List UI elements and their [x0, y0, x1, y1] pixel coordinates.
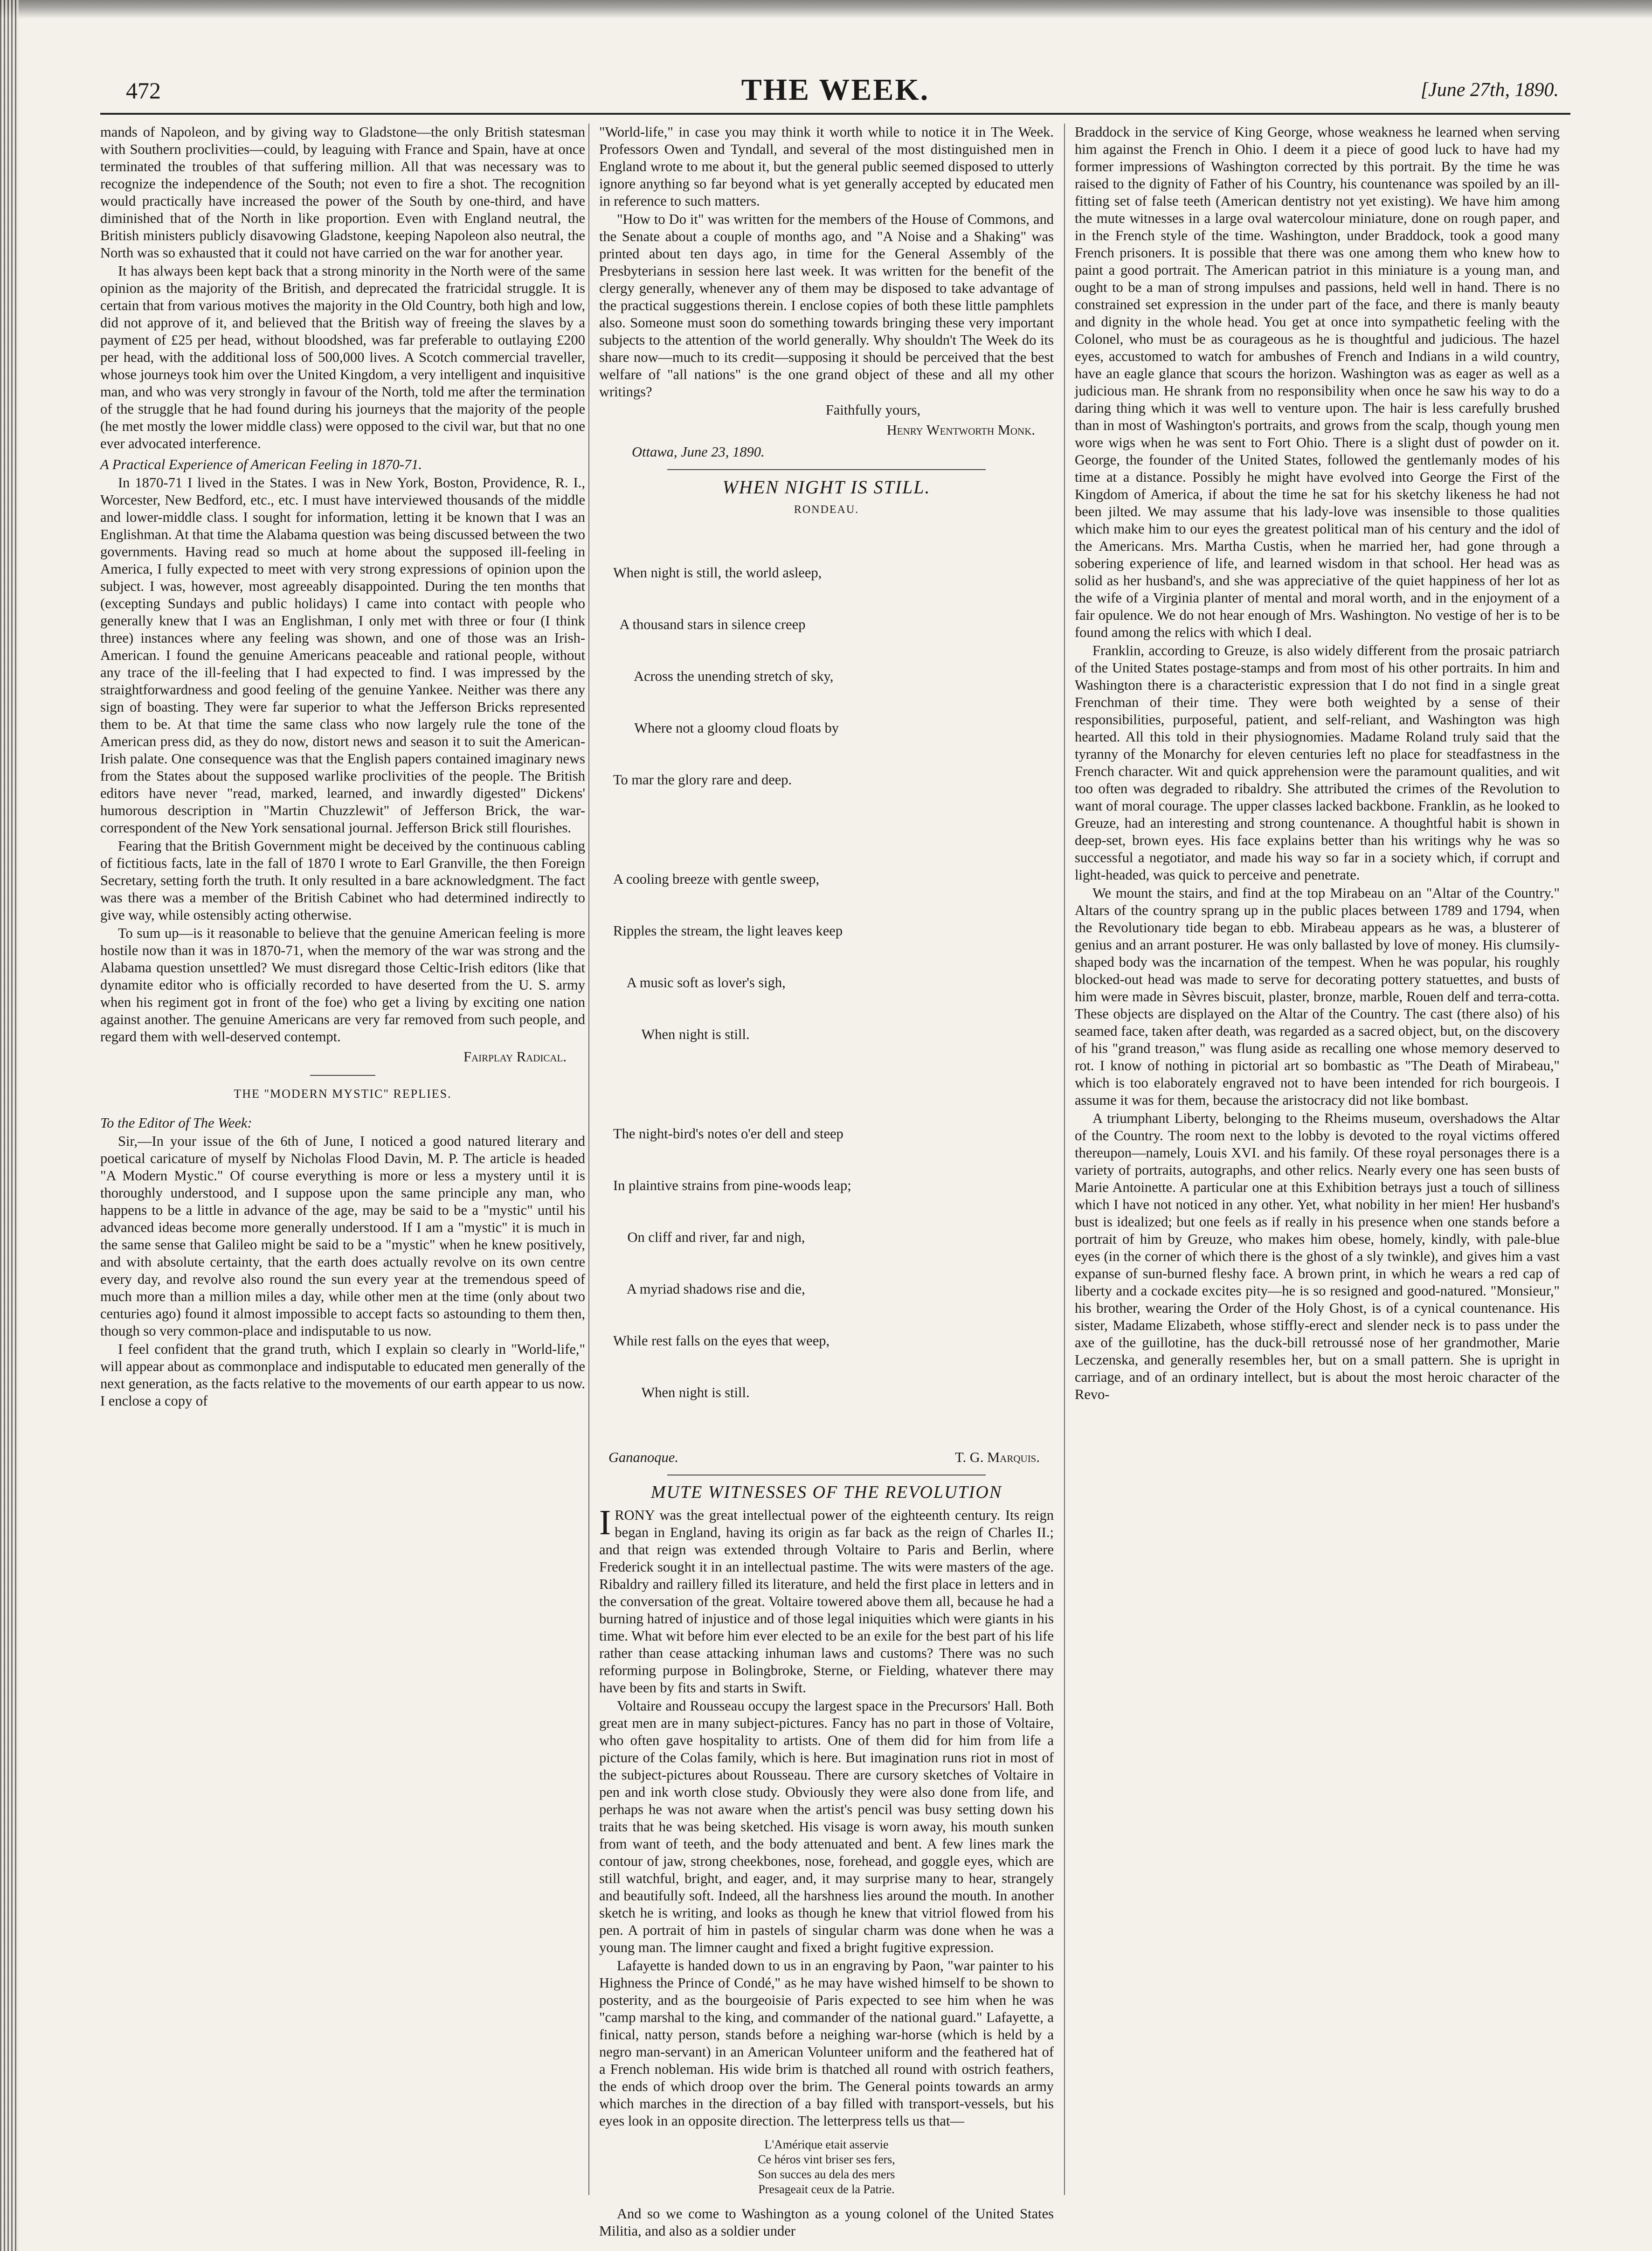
- paragraph: To sum up—is it reasonable to believe that the genuine American feeling is more hostile now than it was in 1870-71, when the memory of the war was strong and the Alabama question unsettled? We must disregard those Celtic-Irish editors (like that dynamite editor who is officially recorded to have deserted from the U. S. army when his regiment got in front of the foe) who get a living by exciting one nation against another. The genuine Americans are very far removed from such people, and regard them with well-deserved contempt.: [100, 925, 585, 1045]
- poem-line: Ripples the stream, the light leaves keep: [613, 923, 843, 939]
- paragraph: Sir,—In your issue of the 6th of June, I noticed a good natured literary and poetical caricature of myself by Nicholas Flood Davin, M. P. The article is headed "A Modern Mystic." Of course everything is more or less a mystery until it is thoroughly understood, and I suppose upon the same principle any man, who happens to be a little in advance of the age, may be said to be a "mystic" until his advanced ideas become more generally understood. If I am a "mystic" it is much in the same sense that Galileo might be said to be a "mystic" when he knew positively, and with absolute certainty, that the earth does actually revolve on its own centre every day, and revolve also round the sun every year at the tremendous speed of much more than a million miles a day, while other men at the time (only about two centuries ago) found it almost impossible to accept facts so astounding to them then, though so very common-place and indisputable to us now.: [100, 1133, 585, 1339]
- column-rule: [588, 124, 589, 2195]
- poem-line: To mar the glory rare and deep.: [613, 772, 792, 788]
- masthead: THE WEEK.: [741, 73, 930, 107]
- signature: Henry Wentworth Monk.: [886, 422, 1035, 438]
- paragraph: Voltaire and Rousseau occupy the largest space in the Precursors' Hall. Both great men are in many subject-pictures. Fancy has no part in those of Voltaire, who often gave hospitality to artists. One of them did for him from life a picture of the Colas family, which is here. But imagination runs riot in most of the subject-pictures about Rousseau. There are cursory sketches of Voltaire in pen and ink worth close study. Obviously they were also done from life, and perhaps he was not aware when the artist's pencil was busy setting down his traits that he was being sketched. His visage is worn away, his mouth sunken from want of teeth, and the body attenuated and bent. A few lines mark the contour of jaw, strong cheekbones, nose, forehead, and goggle eyes, which are still watchful, bright, and eager, and, it may surprise many to hear, strangely and beautifully soft. Indeed, all the harshness lies around the mouth. In another sketch he is writing, and looks as though he knew that vitriol flowed from his pen. A portrait of him in pastels of singular charm was done when he was a young man. The limner caught and fixed a bright fugitive expression.: [599, 1698, 1054, 1955]
- poem-line: A cooling breeze with gentle sweep,: [613, 871, 820, 887]
- stanza: [613, 530, 1054, 823]
- poem-line: Where not a gloomy cloud floats by: [613, 720, 839, 736]
- poem-line: Across the unending stretch of sky,: [613, 668, 834, 684]
- paragraph: Braddock in the service of King George, whose weakness he learned when serving him against the French in Ohio. I deem it a piece of good luck to have had my former impressions of Washington corrected by this portrait. By the time he was raised to the dignity of Father of his Country, his countenance was spoiled by an ill-fitting set of false teeth (American dentistry not yet existing). We have him among the mute witnesses in a large oval watercolour miniature, done on rough paper, and in the French style of the time. Washington, under Braddock, took a good many French prisoners. It is possible that there was one among them who knew how to paint a good portrait. The American patriot in this miniature is a young man, and ought to be a man of strong impulses and passions, held well in hand. There is no constrained set expression in the under part of the face, and there is manly beauty and dignity in the whole head. You get at once into sympathetic feeling with the Colonel, who must be as courageous as he is thoughtful and judicious. The hazel eyes, accustomed to watch for ambushes of French and Indians in a wild country, have an eagle glance that scours the horizon. Washington was as eager as well as a judicious man. He shrank from no responsibility when once he saw his way to do a daring thing which it was well to venture upon. The hair is less carefully brushed than in most of Washington's portraits, and grows from the scalp, though young men wore wigs when he was sent to Fort Ohio. There is a slight dust of powder on it. George, the founder of the United States, followed the gentlemanly modes of his time at a distance. Possibly he might have evolved into George the First of the Kingdom of America, if about the time he sat for his sketchy likeness he had not been jilted. We may assume that his lady-love was insensible to those qualities which make him to our eyes the greatest political man of his century and the idol of the Americans. Mrs. Martha Custis, when he married her, had gone through a sobering experience of life, and learned wisdom in that school. Her head was as solid as her husband's, and she was appreciative of the quiet happiness of her lot as the wife of a Virginia planter of mental and moral worth, and in the enjoyment of a fair opulence. We do not hear enough of Mrs. Washington. No vestige of her is to be found among the relics with which I deal.: [1075, 124, 1560, 640]
- column-rule: [1064, 124, 1065, 2195]
- divider: [667, 469, 986, 470]
- paragraph: "World-life," in case you may think it worth while to notice it in The Week. Professors Owen and Tyndall, and several of the most distinguished men in England wrote to me about it, but the general public seemed disposed to utterly ignore anything so far beyond what is yet generally accepted by educated men in reference to such matters.: [599, 124, 1054, 209]
- quote-line: Presageait ceux de la Patrie.: [758, 2182, 895, 2196]
- salutation: To the Editor of The Week:: [100, 1115, 252, 1131]
- poem-subtitle: RONDEAU.: [794, 504, 859, 516]
- paragraph-text: RONY was the great intellectual power of the eighteenth century. Its reign began in England, having its origin as far back as the reign of Charles II.; and that reign was extended through Voltaire to Paris and Berlin, where Frederick sought it in an intellectual pastime. The wits were masters of the age. Ribaldry and raillery filled its literature, and held the first place in letters and in the conversation of the great. Voltaire towered above them all, because he had a burning hatred of injustice and of those legal iniquities which were giants in his time. What wit before him ever elected to be an exile for the best part of his life rather than cease attacking inhuman laws and customs? There was no such reforming purpose in Bolingbroke, Sterne, or Fielding, whatever there may have been by fits and starts in Swift.: [599, 1507, 1054, 1696]
- divider: [310, 1075, 375, 1076]
- quote-line: Ce héros vint briser ses fers,: [758, 2153, 895, 2166]
- paragraph: I feel confident that the grand truth, which I explain so clearly in "World-life," will appear about as commonplace and indisputable to educated men generally of the next generation, as the facts relative to the movements of our earth appear to us now. I enclose a copy of: [100, 1341, 585, 1409]
- paragraph: We mount the stairs, and find at the top Mirabeau on an "Altar of the Country." Altars of the country sprang up in the public places between 1789 and 1794, when the Revolutionary tide began to ebb. Mirabeau appears as he was, a blusterer of genius and an arrant posturer. He was only ballasted by love of money. His clumsily-shaped body was the incarnation of the tempest. When he was popular, his roughly blocked-out head was made to serve for decorating pottery statuettes, and busts of him were made in Sèvres biscuit, plaster, bronze, marble, Rouen delf and terra-cotta. These objects are displayed on the Altar of the Country. The cast (there also) of his seamed face, taken after death, was regarded as a sacred object, but, on the discovery of his "grand treason," was flung aside as recalling one whose memory deserved to rot. I know of nothing in pictorial art so bombastic as "The Death of Mirabeau," which is too elaborately engraved not to have been intended for rich bourgeois. I assume it was for them, because the aristocracy did not like bombast.: [1075, 885, 1560, 1108]
- quote-line: L'Amérique etait asservie: [764, 2138, 889, 2151]
- column-3: [1075, 124, 1560, 2195]
- paragraph: Lafayette is handed down to us in an engraving by Paon, "war painter to his Highness the Prince of Condé," as he may have wished himself to be shown to posterity, and as the bourgeoisie of Paris expected to see him when he was "camp marshal to the king, and commander of the national guard." Lafayette, a finical, natty person, stands before a neighing war-horse (which is held by a negro man-servant) in an American Volunteer uniform and the feathered hat of a French nobleman. His wide brim is thatched all round with ostrich feathers, the ends of which droop over the brim. The General points towards an army which marches in the direction of a bay filled with transport-vessels, but his eyes look in an opposite direction. The letterpress tells us that—: [599, 1958, 1054, 2129]
- paragraph: And so we come to Washington as a young colonel of the United States Militia, and also as a soldier under: [599, 2206, 1054, 2239]
- poem-line: When night is still, the world asleep,: [613, 565, 822, 581]
- stanza: [613, 1091, 1054, 1436]
- poem-line: While rest falls on the eyes that weep,: [613, 1333, 830, 1349]
- paragraph: [599, 1503, 1054, 1697]
- poem: [613, 530, 1054, 1436]
- header-rule: [100, 113, 1570, 115]
- poem-place: Gananoque.: [608, 1449, 678, 1465]
- column-2: [599, 124, 1054, 2239]
- paragraph: "How to Do it" was written for the members of the House of Commons, and the Senate about a couple of months ago, and "A Noise and a Shaking" was printed about ten days ago, in time for the General Assembly of the Presbyterians in session here last week. It was written for the benefit of the clergy generally, whenever any of them may be disposed to take advantage of the practical suggestions therein. I enclose copies of both these little pamphlets also. Someone must soon do something towards bringing these very important subjects to the attention of the world generally. Why shouldn't The Week do its share now—much to its credit—supposing it should be perceived that the best welfare of "all nations" is the one grand object of these and all my other writings?: [599, 211, 1054, 400]
- poem-line: A myriad shadows rise and die,: [613, 1281, 805, 1297]
- place-date: Ottawa, June 23, 1890.: [632, 444, 765, 460]
- binding-edge: [0, 0, 19, 2251]
- page-number: 472: [126, 77, 161, 104]
- paragraph: Fearing that the British Government might be deceived by the continuous cabling of fictitious facts, late in the fall of 1870 I wrote to Earl Granville, the then Foreign Secretary, setting forth the truth. It only resulted in a bare acknowledgment. The fact was there was a member of the British Cabinet who had determined indirectly to give way, while ostensibly acting otherwise.: [100, 838, 585, 923]
- drop-cap: I: [599, 1503, 611, 1542]
- poem-line: In plaintive strains from pine-woods leap;: [613, 1177, 851, 1193]
- section-title: THE "MODERN MYSTIC" REPLIES.: [234, 1087, 452, 1101]
- paragraph: mands of Napoleon, and by giving way to Gladstone—the only British statesman with Southern proclivities—could, by leaguing with France and Spain, have at once terminated the troubles of that suffering million. All that was necessary was to recognize the independence of the South; not even to fire a shot. The recognition would practically have increased the power of the South by one-third, and have diminished that of the North in like proportion. Even with England neutral, the British ministers publicly disavowing Gladstone, keeping Napoleon also neutral, the North was so exhausted that it could not have carried on the war for another year.: [100, 124, 585, 261]
- issue-date: [June 27th, 1890.: [1420, 79, 1559, 101]
- poem-line: The night-bird's notes o'er dell and steep: [613, 1126, 843, 1142]
- paragraph: Franklin, according to Greuze, is also widely different from the prosaic patriarch of the United States postage-stamps and from most of his other portraits. In him and Washington there is a characteristic expression that I do not find in a single great Frenchman of their time. They were both weighted by a sense of their responsibilities, purposeful, patient, and self-reliant, and Washington was high hearted. All this told in their physiognomies. Madame Roland truly said that the tyranny of the Monarchy for eleven centuries left no place for steadfastness in the French character. Wit and quick apprehension were the paramount qualities, and wit too often was degraded to ribaldry. She attributed the crimes of the Revolution to want of moral courage. The upper classes lacked backbone. Franklin, as he looked to Greuze, had an interesting and strong countenance. A thoughtful habit is shown in deep-set, brown eyes. His face explains better than his writings why he was so successful a negotiator, and made his way so far in a society which, if corrupt and light-headed, was quick to perceive and penetrate.: [1075, 643, 1560, 883]
- stanza: [613, 836, 1054, 1078]
- poem-line: A music soft as lover's sigh,: [613, 975, 786, 990]
- subheading: A Practical Experience of American Feeling in 1870-71.: [100, 457, 422, 472]
- poem-line: When night is still.: [613, 1026, 750, 1042]
- poem-attribution: [608, 1449, 1040, 1466]
- poem-line: When night is still.: [613, 1385, 750, 1400]
- closing: Faithfully yours,: [825, 402, 921, 418]
- paragraph: It has always been kept back that a strong minority in the North were of the same opinion as the majority of the British, and deprecated the fratricidal struggle. It is certain that from various motives the majority in the Old Country, both high and low, did not approve of it, and believed that the British way of freeing the slaves by a payment of £25 per head, without bloodshed, was far preferable to outlaying £200 per head, with the additional loss of 500,000 lives. A Scotch commercial traveller, whose journeys took him over the United Kingdom, a very intelligent and inquisitive man, and who was very strongly in favour of the North, told me after the termination of the struggle that he had found during his journeys that the majority of the people (he met mostly the lower middle class) were opposed to the civil war, but that no one ever advocated interference.: [100, 263, 585, 451]
- paragraph: A triumphant Liberty, belonging to the Rheims museum, overshadows the Altar of the Country. The room next to the lobby is devoted to the royal victims offered thereupon—namely, Louis XVI. and his family. Of these royal personages there is a variety of portraits, autographs, and other relics. Nearly every one has seen busts of Marie Antoinette. A particular one at this Exhibition betrays just a touch of silliness which I have not noticed in any other. Yet, what nobility in her mien! Her husband's bust is idealized; but one feels as if really in his presence when one stands before a portrait of him by Greuze, who makes him obese, homely, kindly, with pale-blue eyes (in the corner of which there is the ghost of a sly twinkle), and gives him a vast expanse of sun-burned fleshy face. A brown print, in which he wears a red cap of liberty and a cockade excites pity—he is so resigned and good-natured. "Monsieur," his brother, wearing the Order of the Holy Ghost, is of a cynical countenance. His sister, Madame Elizabeth, whose stiffly-erect and slender neck is to pass under the axe of the guillotine, has the duck-bill retroussé nose of her grandmother, Marie Leczenska, and generally resembles her, but on a small pattern. She is upright in carriage, and of an ordinary intellect, but is about the most heroic character of the Revo-: [1075, 1110, 1560, 1402]
- poem-line: On cliff and river, far and nigh,: [613, 1229, 805, 1245]
- paragraph: In 1870-71 I lived in the States. I was in New York, Boston, Providence, R. I., Worcester, New Bedford, etc., etc. I must have interviewed thousands of the middle and lower-middle class. I sought for information, letting it be known that I was an Englishman. At that time the Alabama question was being discussed between the two governments. Having read so much at home about the supposed ill-feeling in America, I fully expected to meet with very strong expressions of opinion upon the subject. I was, however, most agreeably disappointed. During the ten months that (excepting Sundays and public holidays) I came into contact with people who generally knew that I was an Englishman, I only met with three or four (I think three) instances where any feeling was shown, and one of those was an Irish-American. I found the genuine Americans peaceable and rational people, without any trace of the ill-feeling that I had expected to find. I was impressed by the straightforwardness and good feeling of the genuine Yankee. Neither was there any sign of boasting. They were far superior to what the Jefferson Bricks represented them to be. At that time the same class who now largely rule the tone of the American press did, as they do now, distort news and season it to suit the American-Irish palate. One consequence was that the English papers contained imaginary news from the States about the supposed warlike proclivities of the people. The British editors have never "read, marked, learned, and inwardly digested" Dickens' humorous description in "Martin Chuzzlewit" of Jefferson Brick, the war-correspondent of the New York sensational journal. Jefferson Brick still flourishes.: [100, 475, 585, 836]
- column-1: [100, 124, 585, 2195]
- poem-line: A thousand stars in silence creep: [613, 616, 806, 632]
- quote-line: Son succes au dela des mers: [758, 2168, 895, 2181]
- article-title: MUTE WITNESSES OF THE REVOLUTION: [650, 1482, 1002, 1502]
- signature: Fairplay Radical.: [463, 1049, 567, 1065]
- quotation: [599, 2137, 1054, 2197]
- scan-artifact-top: [0, 0, 1652, 19]
- poem-title: WHEN NIGHT IS STILL.: [722, 477, 931, 498]
- poem-author: T. G. Marquis.: [955, 1449, 1040, 1465]
